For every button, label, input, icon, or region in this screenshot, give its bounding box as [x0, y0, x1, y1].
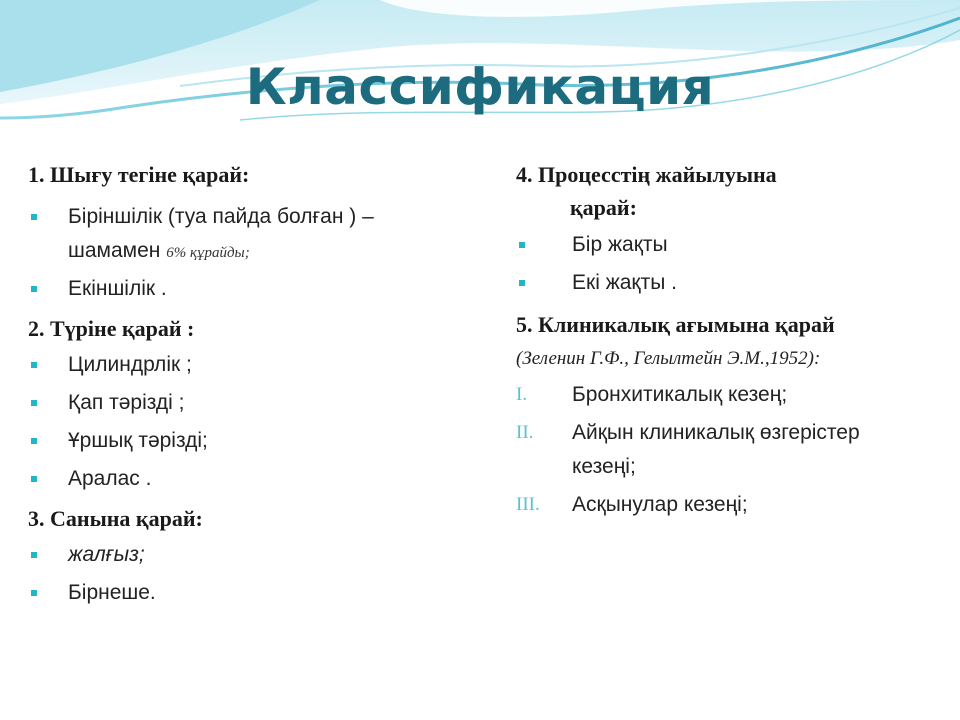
item-text: Ұршық тәрізді; [68, 429, 208, 452]
bullet-icon [31, 438, 37, 444]
list-item [28, 462, 468, 496]
section-heading-2: 2. Түріне қарай : [28, 316, 195, 341]
item-text: Асқынулар кезеңі; [572, 493, 748, 516]
item-text: Аралас . [68, 467, 152, 490]
list-item [516, 228, 946, 262]
item-text: Қап тәрізді ; [68, 391, 185, 414]
roman-numeral: II. [516, 422, 534, 443]
bullet-icon [31, 552, 37, 558]
item-text: жалғыз; [68, 543, 145, 566]
roman-numeral: I. [516, 384, 528, 405]
item-text: Бір жақты [572, 233, 668, 256]
list-item [28, 386, 468, 420]
item-text-cont [68, 234, 468, 270]
section-heading-4: 4. Процесстің жайылуына [516, 162, 777, 187]
bullet-icon [31, 400, 37, 406]
list-item [28, 348, 468, 382]
bullet-icon [31, 362, 37, 368]
citation-note: (Зеленин Г.Ф., Гелылтейн Э.М.,1952): [516, 348, 821, 369]
item-text: Бронхитикалық кезең; [572, 383, 788, 406]
item-text: Біріншілік (туа пайда болған ) – [68, 205, 374, 228]
left-column [28, 152, 468, 610]
item-text: Екі жақты . [572, 271, 677, 294]
bullet-icon [31, 590, 37, 596]
list-item [28, 272, 468, 306]
item-text: Бірнеше. [68, 581, 156, 604]
roman-numeral: III. [516, 494, 540, 515]
item-text: шамамен [68, 239, 161, 262]
bullet-icon [31, 214, 37, 220]
numbered-item [516, 488, 946, 522]
list-item [28, 538, 468, 572]
item-note: 6% құрайды; [166, 245, 250, 261]
right-column [516, 152, 946, 522]
item-text: Айқын клиникалық өзгерістер [572, 421, 860, 444]
list-item [28, 424, 468, 458]
section-heading-3: 3. Санына қарай: [28, 506, 203, 531]
slide-title: Классификация [245, 58, 715, 116]
bullet-icon [519, 242, 525, 248]
numbered-item [516, 416, 946, 484]
numbered-item [516, 378, 946, 412]
section-heading-1: 1. Шығу тегіне қарай: [28, 162, 250, 187]
item-text: Цилиндрлік ; [68, 353, 192, 376]
list-item [28, 200, 468, 270]
bullet-icon [31, 476, 37, 482]
list-item [516, 266, 946, 300]
list-item [28, 576, 468, 610]
item-text: Екіншілік . [68, 277, 167, 300]
bullet-icon [31, 286, 37, 292]
section-heading-5: 5. Клиникалық ағымына қарай [516, 312, 835, 337]
bullet-icon [519, 280, 525, 286]
section-heading-4-cont: қарай: [570, 195, 637, 220]
item-text-cont: кезеңі; [572, 455, 636, 478]
